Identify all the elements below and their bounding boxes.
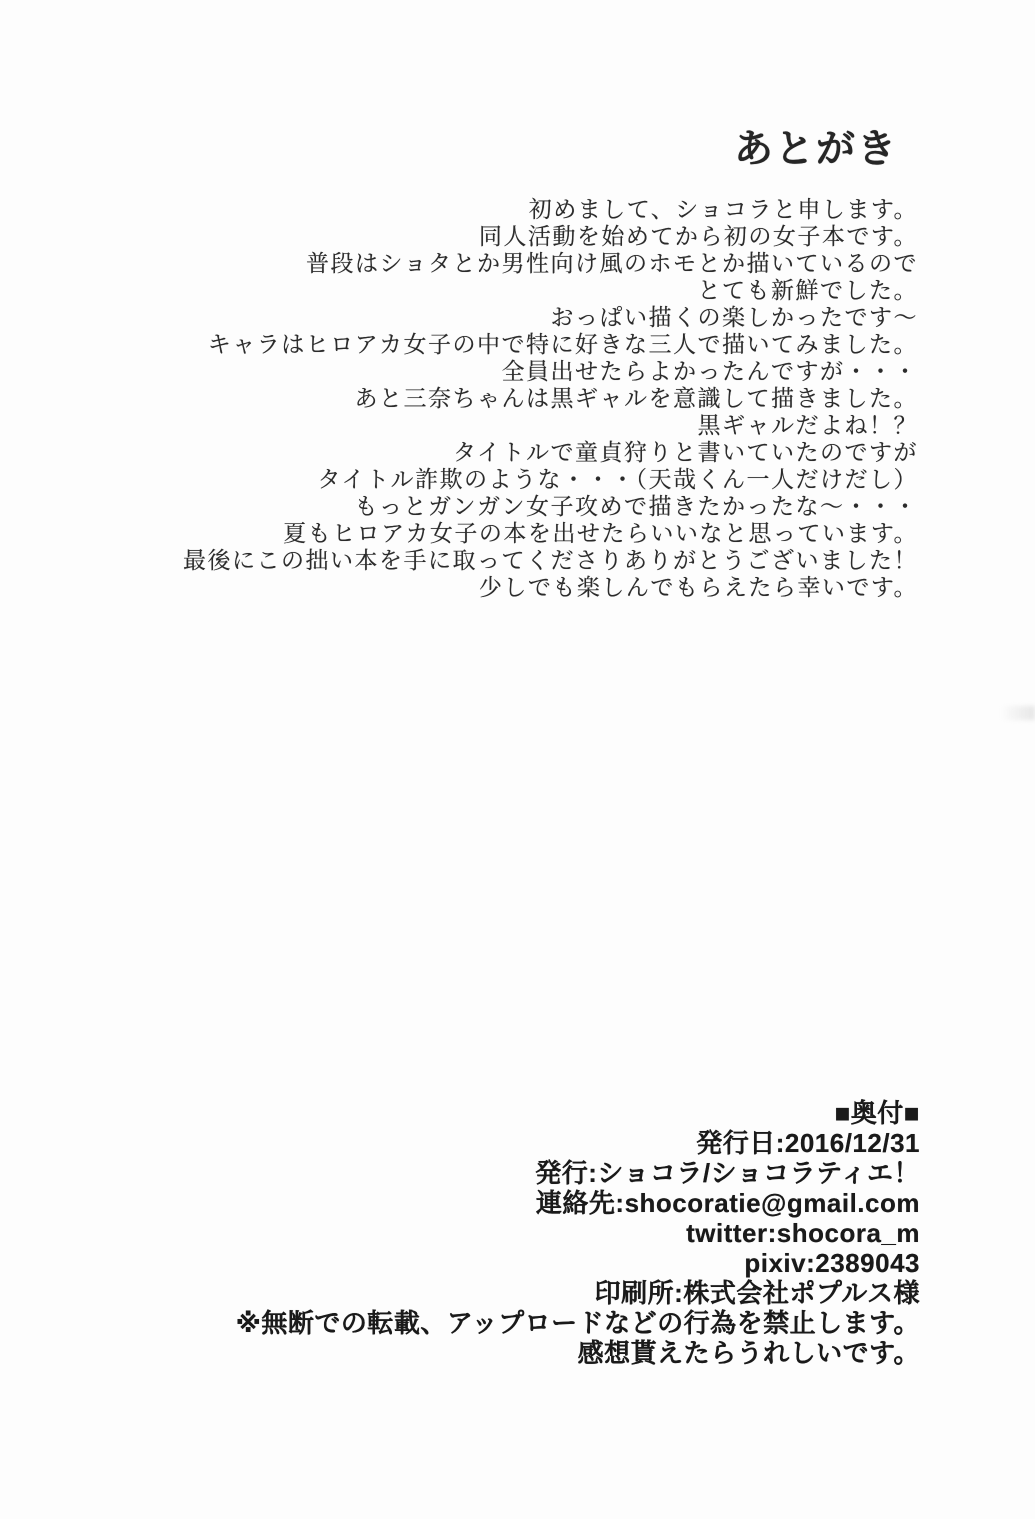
afterword-line: 黒ギャルだよね！？ [697, 412, 918, 438]
colophon-line-pixiv: pixiv:2389043 [744, 1248, 920, 1278]
afterword-line: もっとガンガン女子攻めで描きたかったな～・・・ [354, 493, 918, 519]
afterword-line: キャラはヒロアカ女子の中で特に好きな三人で描いてみました。 [207, 331, 918, 357]
afterword-line: 初めまして、ショコラと申します。 [528, 196, 918, 222]
colophon-line-feedback: 感想貰えたらうれしいです。 [577, 1338, 920, 1368]
scan-artifact [1001, 706, 1035, 720]
afterword-line: とても新鮮でした。 [697, 277, 918, 303]
page-title: あとがき [733, 128, 898, 171]
colophon [236, 1098, 920, 1368]
afterword-line: 少しでも楽しんでもらえたら幸いです。 [478, 574, 918, 600]
colophon-line-contact-email: 連絡先:shocoratie@gmail.com [535, 1188, 920, 1218]
afterword-line: 全員出せたらよかったんですが・・・ [501, 358, 918, 384]
colophon-line-publisher: 発行:ショコラ/ショコラティエ！ [535, 1158, 920, 1188]
afterword-line: 最後にこの拙い本を手に取ってくださりありがとうございました！ [183, 547, 918, 573]
colophon-line-twitter: twitter:shocora_m [686, 1218, 920, 1248]
afterword-line: おっぱい描くの楽しかったです～ [550, 304, 918, 330]
afterword-line: タイトル詐欺のような・・・（天哉くん一人だけだし） [317, 466, 918, 492]
afterword-line: 夏もヒロアカ女子の本を出せたらいいなと思っています。 [283, 520, 918, 546]
afterword-text [183, 196, 918, 601]
afterword-line: 普段はショタとか男性向け風のホモとか描いているので [305, 250, 918, 276]
colophon-line-publish-date: 発行日:2016/12/31 [696, 1128, 920, 1158]
afterword-line: 同人活動を始めてから初の女子本です。 [478, 223, 918, 249]
afterword-line: あと三奈ちゃんは黒ギャルを意識して描きました。 [354, 385, 918, 411]
colophon-heading: ■奥付■ [834, 1098, 920, 1128]
afterword-line: タイトルで童貞狩りと書いていたのですが [452, 439, 918, 465]
colophon-line-printer: 印刷所:株式会社ポプルス様 [594, 1278, 920, 1308]
colophon-line-notice: ※無断での転載、アップロードなどの行為を禁止します。 [235, 1308, 920, 1338]
